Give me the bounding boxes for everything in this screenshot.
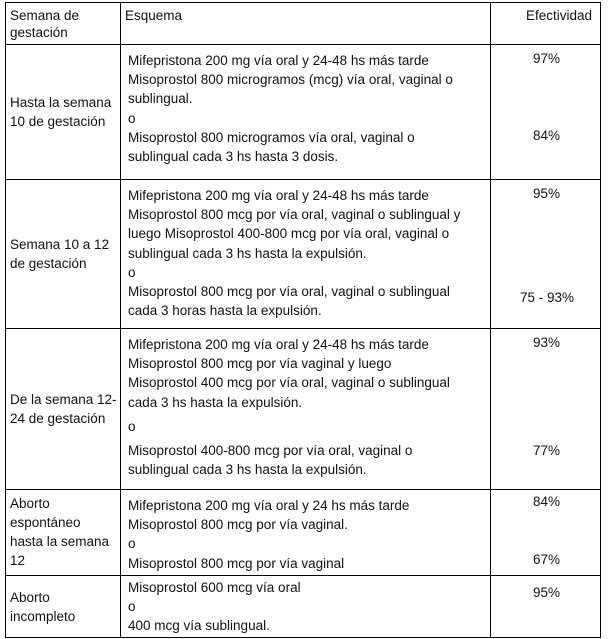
stage-cell: Semana 10 a 12 de gestación: [6, 180, 121, 329]
scheme-line: 400 mcg vía sublingual.: [128, 618, 270, 634]
scheme-separator: o: [128, 536, 136, 552]
table-row: [6, 45, 601, 180]
regimen-table: [5, 2, 601, 638]
scheme-line: Mifepristona 200 mg vía oral y 24-48 hs más tarde: [128, 337, 429, 352]
effectiveness-value: 84%: [532, 128, 560, 143]
table-row: [6, 180, 601, 329]
effectiveness-value: 95%: [532, 186, 560, 201]
effectiveness-value: 84%: [532, 494, 560, 509]
stage-cell: Aborto incompleto: [6, 575, 121, 638]
scheme-separator: o: [128, 264, 136, 280]
table-row: [6, 490, 601, 576]
scheme-line: sublingual cada 3 hs hasta 3 dosis.: [128, 149, 339, 165]
scheme-cell: [121, 180, 491, 329]
scheme-separator: o: [128, 599, 136, 615]
scheme-line: Mifepristona 200 mg vía oral y 24-48 hs más tarde: [128, 53, 429, 68]
effectiveness-cell: [491, 180, 601, 329]
scheme-cell: [121, 45, 491, 180]
scheme-line: Mifepristona 200 mg vía oral y 24-48 hs más tarde: [128, 188, 429, 203]
scheme-line: Misoprostol 800 mcg por vía vaginal.: [128, 517, 348, 533]
effectiveness-cell: [491, 45, 601, 180]
scheme-line: luego Misoprostol 400-800 mcg por vía oral, vaginal o: [128, 226, 450, 242]
scheme-line: sublingual cada 3 hs hasta la expulsión.: [128, 462, 367, 478]
stage-cell: Hasta la semana 10 de gestación: [6, 45, 121, 180]
scheme-line: cada 3 horas hasta la expulsión.: [128, 303, 322, 319]
effectiveness-value: 75 - 93%: [519, 290, 574, 305]
scheme-line: sublingual.: [128, 91, 193, 107]
scheme-line: Misoprostol 800 microgramos vía oral, vaginal o: [128, 129, 415, 145]
table-header-row: [6, 3, 601, 45]
header-effectiveness: Efectividad: [491, 3, 601, 45]
scheme-line: Misoprostol 600 mcg vía oral: [128, 579, 301, 595]
scheme-line: Misoprostol 400-800 mcg por vía oral, vaginal o: [128, 443, 413, 459]
scheme-line: sublingual cada 3 hs hasta la expulsión.: [128, 245, 367, 261]
scheme-cell: [121, 490, 491, 576]
scheme-line: Misoprostol 800 microgramos (mcg) vía oral, vaginal o: [128, 72, 453, 88]
scheme-line: Misoprostol 400 mcg por vía oral, vaginal o sublingual: [128, 375, 450, 391]
scheme-line: cada 3 hs hasta la expulsión.: [128, 394, 303, 410]
scheme-line: Mifepristona 200 mg vía oral y 24 hs más tarde: [128, 498, 410, 513]
scheme-line: Misoprostol 800 mcg por vía vaginal: [128, 555, 345, 571]
stage-cell: Aborto espontáneo hasta la semana 12: [6, 490, 121, 576]
header-stage: Semana de gestación: [6, 3, 121, 45]
scheme-separator: o: [128, 418, 136, 434]
effectiveness-value: 93%: [532, 335, 560, 350]
effectiveness-cell: [491, 490, 601, 576]
scheme-line: Misoprostol 800 mcg por vía vaginal y luego: [128, 356, 392, 372]
table-row: [6, 575, 601, 638]
effectiveness-value: 77%: [532, 443, 560, 458]
scheme-cell: [121, 575, 491, 638]
effectiveness-value: 95%: [532, 584, 560, 600]
header-scheme: Esquema: [121, 3, 491, 45]
scheme-line: Misoprostol 800 mcg por vía oral, vaginal o sublingual y: [128, 207, 461, 223]
stage-cell: De la semana 12-24 de gestación: [6, 329, 121, 490]
effectiveness-value: 67%: [532, 552, 560, 567]
effectiveness-cell: [491, 329, 601, 490]
table-row: [6, 329, 601, 490]
effectiveness-cell: [491, 575, 601, 638]
scheme-line: Misoprostol 800 mcg por vía oral, vaginal o sublingual: [128, 284, 450, 300]
scheme-cell: [121, 329, 491, 490]
scheme-separator: o: [128, 110, 136, 126]
effectiveness-value: 97%: [532, 51, 560, 66]
